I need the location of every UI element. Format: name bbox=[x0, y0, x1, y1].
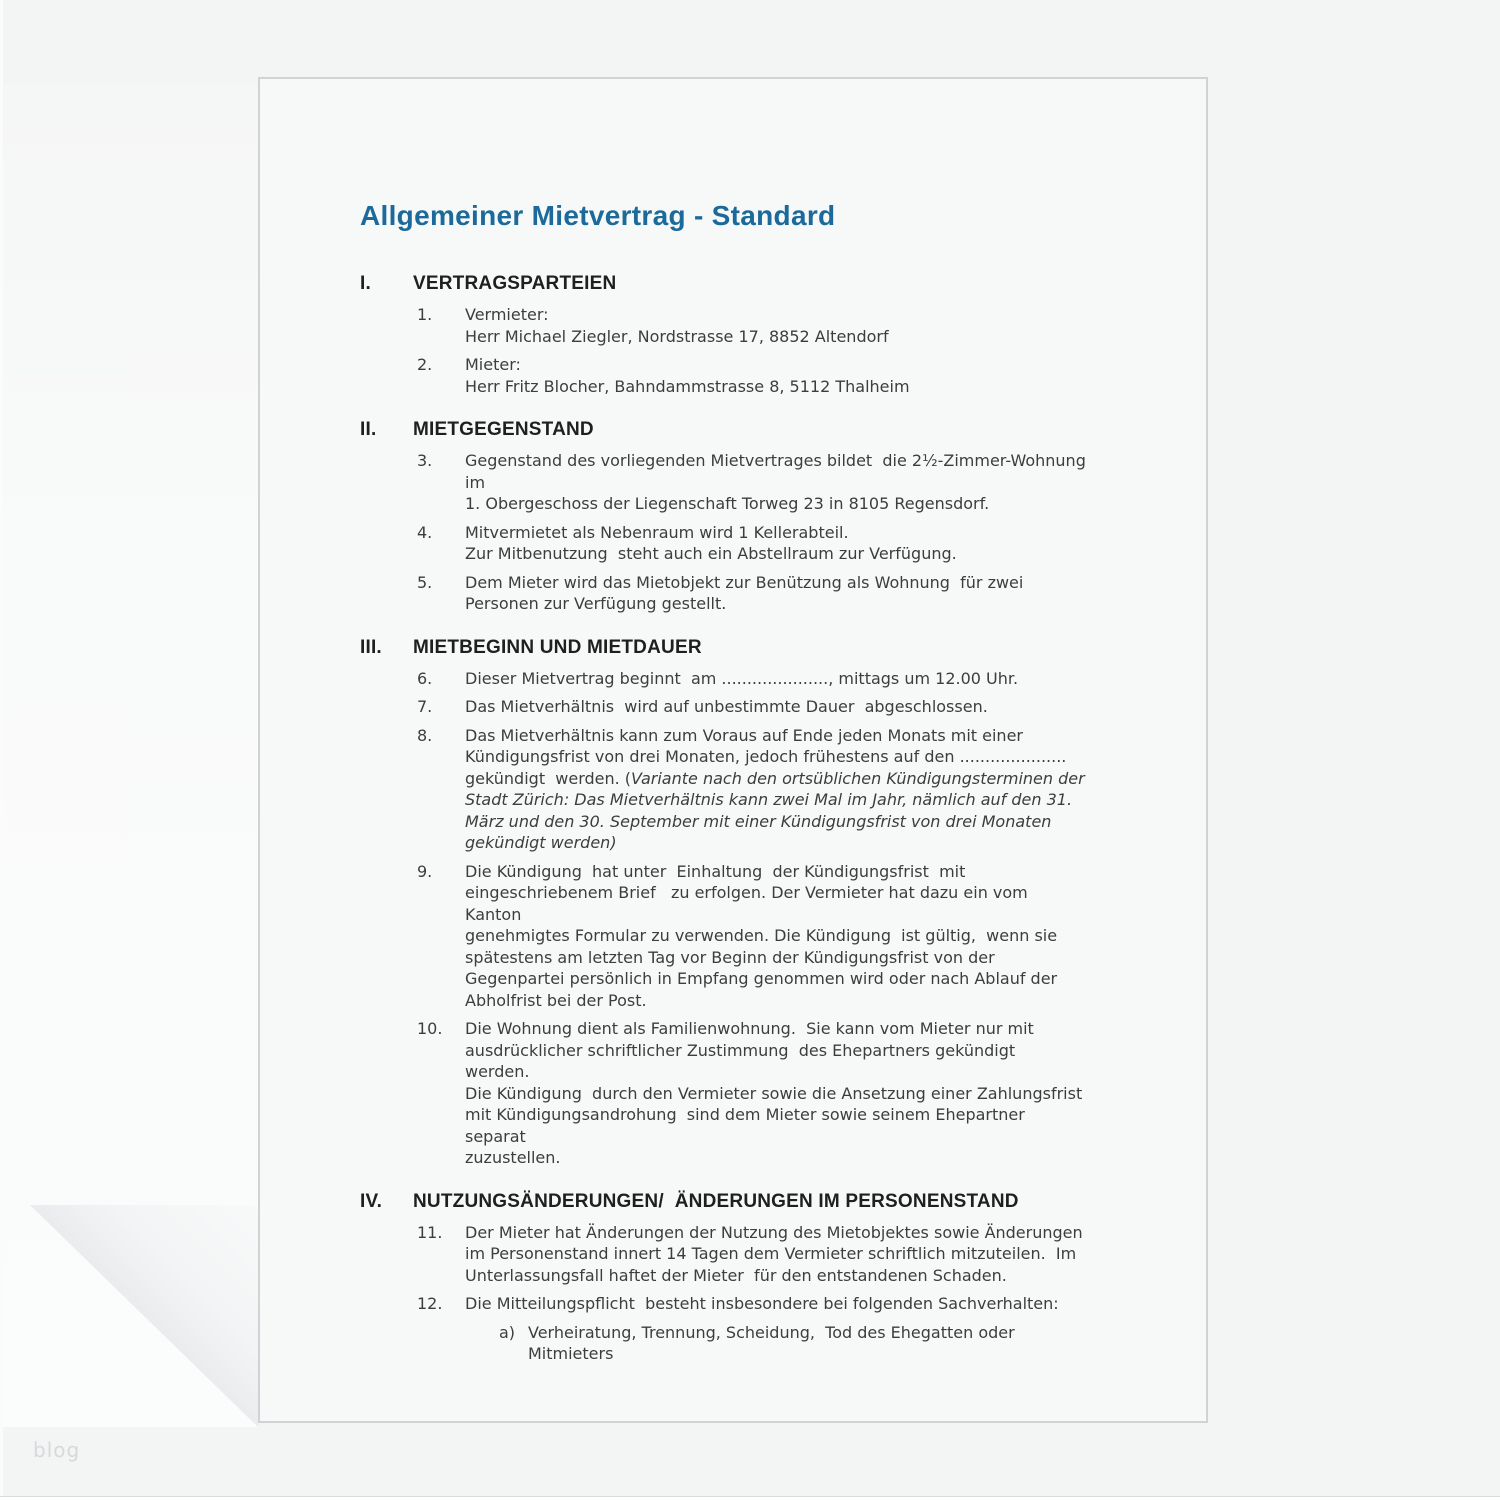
text-line: Personen zur Verfügung gestellt. bbox=[465, 594, 727, 613]
contract-clause bbox=[417, 450, 1088, 515]
clause-number: 3. bbox=[417, 451, 433, 470]
text-line: Herr Fritz Blocher, Bahndammstrasse 8, 5112 Thalheim bbox=[465, 376, 910, 396]
clause-text bbox=[465, 696, 1088, 718]
text-line: Herr Michael Ziegler, Nordstrasse 17, 8852 Altendorf bbox=[465, 326, 889, 346]
text-line: Dem Mieter wird das Mietobjekt zur Benützung als Wohnung für zwei bbox=[465, 572, 1024, 592]
contract-clause bbox=[417, 861, 1088, 1012]
text-run-italic: März und den 30. September mit einer Kündigungsfrist von drei Monaten bbox=[465, 811, 1052, 831]
contract-clause bbox=[417, 522, 1088, 565]
section-items bbox=[417, 1222, 1088, 1365]
section-items bbox=[417, 304, 1088, 397]
text-line bbox=[465, 832, 1088, 854]
contract-clause bbox=[417, 1222, 1088, 1287]
clause-text bbox=[465, 668, 1088, 690]
contract-clause bbox=[417, 696, 1088, 718]
section-heading bbox=[360, 1189, 1088, 1215]
clause-number: 8. bbox=[417, 725, 433, 745]
section-title: VERTRAGSPARTEIEN bbox=[413, 273, 617, 294]
section-numeral: IV. bbox=[360, 1190, 383, 1212]
section-heading bbox=[360, 271, 1088, 297]
clause-number: 10. bbox=[417, 1019, 443, 1038]
clause-text bbox=[465, 725, 1088, 854]
sub-clause-marker: a) bbox=[499, 1322, 516, 1342]
text-line: mit Kündigungsandrohung sind dem Mieter sowie seinem Ehepartner separat bbox=[465, 1105, 1030, 1146]
section-title: NUTZUNGSÄNDERUNGEN/ ÄNDERUNGEN IM PERSONENSTAND bbox=[413, 1190, 1019, 1212]
clause-text bbox=[465, 354, 1088, 397]
clause-text bbox=[465, 450, 1088, 515]
clause-text bbox=[465, 522, 1088, 565]
text-line: Zur Mitbenutzung steht auch ein Abstellraum zur Verfügung. bbox=[465, 544, 957, 563]
contract-clause bbox=[417, 668, 1088, 690]
contract-section bbox=[360, 417, 1088, 615]
text-line: Mieter: bbox=[465, 355, 521, 374]
text-line: im bbox=[465, 472, 486, 492]
clause-number: 2. bbox=[417, 355, 433, 374]
text-run: gekündigt werden. ( bbox=[465, 768, 632, 788]
section-numeral: III. bbox=[360, 636, 382, 658]
contract-clause bbox=[417, 1293, 1088, 1365]
clause-text bbox=[465, 861, 1088, 1012]
section-items bbox=[417, 668, 1088, 1169]
text-line: eingeschriebenem Brief zu erfolgen. Der Vermieter hat dazu ein vom Kanton bbox=[465, 883, 1033, 924]
contract-clause bbox=[417, 572, 1088, 615]
text-run-italic: gekündigt werden) bbox=[465, 833, 617, 852]
clause-number: 11. bbox=[417, 1222, 443, 1242]
clause-number: 5. bbox=[417, 572, 433, 592]
text-line: genehmigtes Formular zu verwenden. Die Kündigung ist gültig, wenn sie bbox=[465, 926, 1058, 945]
text-line: Gegenstand des vorliegenden Mietvertrages bildet die 2½-Zimmer-Wohnung bbox=[465, 451, 1086, 470]
clause-text bbox=[465, 304, 1088, 347]
text-line: Vermieter: bbox=[465, 305, 549, 324]
text-line bbox=[465, 768, 1088, 790]
watermark-text: blog bbox=[33, 1438, 81, 1462]
text-line: Unterlassungsfall haftet der Mieter für den entstandenen Schaden. bbox=[465, 1265, 1007, 1285]
text-run-italic: Variante nach den ortsüblichen Kündigungsterminen der bbox=[631, 768, 1085, 788]
section-title: MIETGEGENSTAND bbox=[413, 419, 594, 440]
text-line: Das Mietverhältnis kann zum Voraus auf Ende jeden Monats mit einer bbox=[465, 725, 1023, 745]
contract-clause bbox=[417, 725, 1088, 854]
clause-text bbox=[465, 1018, 1088, 1169]
clause-number: 12. bbox=[417, 1294, 443, 1313]
text-run-italic: Stadt Zürich: Das Mietverhältnis kann zwei Mal im Jahr, nämlich auf den 31. bbox=[465, 790, 1073, 809]
clause-number: 6. bbox=[417, 668, 433, 688]
contract-section bbox=[360, 271, 1088, 397]
section-title: MIETBEGINN UND MIETDAUER bbox=[413, 636, 702, 658]
sub-clause-text: Verheiratung, Trennung, Scheidung, Tod des Ehegatten oder Mitmieters bbox=[528, 1322, 1020, 1363]
clause-number: 7. bbox=[417, 697, 433, 716]
text-line bbox=[465, 811, 1088, 833]
clause-number: 1. bbox=[417, 305, 433, 324]
contract-clause bbox=[417, 354, 1088, 397]
clause-text bbox=[465, 1293, 1088, 1365]
text-line: Das Mietverhältnis wird auf unbestimmte Dauer abgeschlossen. bbox=[465, 697, 988, 716]
text-line: Die Kündigung hat unter Einhaltung der Kündigungsfrist mit bbox=[465, 861, 966, 881]
document-page bbox=[258, 77, 1208, 1423]
section-heading bbox=[360, 417, 1088, 443]
section-numeral: II. bbox=[360, 419, 377, 440]
contract-section bbox=[360, 635, 1088, 1169]
clause-number: 9. bbox=[417, 861, 433, 881]
contract-clause bbox=[417, 304, 1088, 347]
contract-clause bbox=[417, 1018, 1088, 1169]
text-line: 1. Obergeschoss der Liegenschaft Torweg 23 in 8105 Regensdorf. bbox=[465, 494, 990, 513]
section-heading bbox=[360, 635, 1088, 661]
section-numeral: I. bbox=[360, 273, 371, 294]
text-line: Die Mitteilungspflicht besteht insbesondere bei folgenden Sachverhalten: bbox=[465, 1294, 1059, 1313]
sub-clause bbox=[499, 1322, 1088, 1365]
text-line: Gegenpartei persönlich in Empfang genommen wird oder nach Ablauf der bbox=[465, 969, 1058, 988]
text-line: Abholfrist bei der Post. bbox=[465, 990, 647, 1010]
text-line: Die Wohnung dient als Familienwohnung. Sie kann vom Mieter nur mit bbox=[465, 1019, 1034, 1038]
text-line: Die Kündigung durch den Vermieter sowie die Ansetzung einer Zahlungsfrist bbox=[465, 1083, 1083, 1103]
text-line bbox=[465, 789, 1088, 811]
clause-number: 4. bbox=[417, 522, 433, 542]
text-line: Mitvermietet als Nebenraum wird 1 Kellerabteil. bbox=[465, 522, 849, 542]
text-line: zuzustellen. bbox=[465, 1148, 561, 1167]
document-title: Allgemeiner Mietvertrag - Standard bbox=[360, 200, 836, 231]
text-line: Dieser Mietvertrag beginnt am ....................., mittags um 12.00 Uhr. bbox=[465, 668, 1019, 688]
bottom-divider bbox=[0, 1496, 1500, 1500]
text-line: Der Mieter hat Änderungen der Nutzung des Mietobjektes sowie Änderungen bbox=[465, 1222, 1083, 1242]
clause-text bbox=[465, 572, 1088, 615]
text-line: spätestens am letzten Tag vor Beginn der Kündigungsfrist von der bbox=[465, 947, 995, 967]
section-items bbox=[417, 450, 1088, 615]
sections bbox=[360, 271, 1088, 1365]
text-line: ausdrücklicher schriftlicher Zustimmung des Ehepartners gekündigt werden. bbox=[465, 1040, 1026, 1081]
clause-text bbox=[465, 1222, 1088, 1287]
text-line: Kündigungsfrist von drei Monaten, jedoch frühestens auf den ..................... bbox=[465, 747, 1067, 766]
contract-section bbox=[360, 1189, 1088, 1365]
text-line: im Personenstand innert 14 Tagen dem Vermieter schriftlich mitzuteilen. Im bbox=[465, 1244, 1077, 1263]
